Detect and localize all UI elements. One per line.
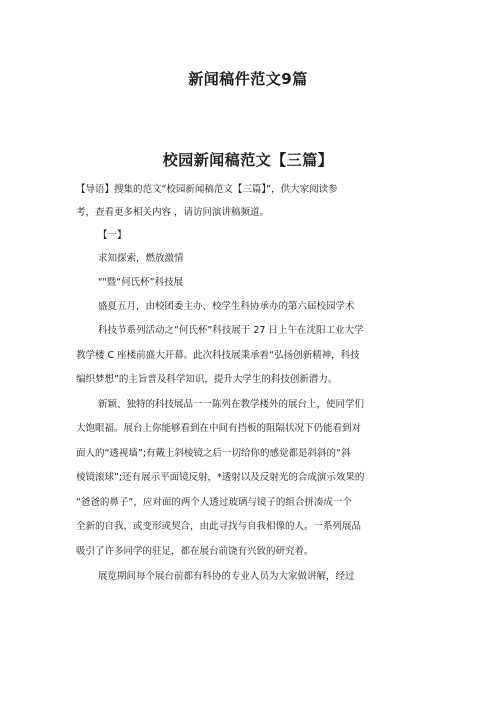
- section-marker: 【一】: [98, 230, 127, 241]
- intro-line-1: 【导语】搜集的范文“校园新闻稿范文【三篇】”，供大家阅读参: [76, 184, 338, 195]
- body-line-8: 棱镜滚球”;还有展示平面镜反射，*透射以及反射光的合成演示效果的: [76, 472, 365, 483]
- body-line-1: 盛夏五月，由校团委主办、校学生科协承办的第六届校园学术: [98, 301, 355, 312]
- body-line-3: 教学楼 C 座楼前盛大开幕。此次科技展秉承着“弘扬创新精神，科技: [76, 350, 360, 361]
- body-line-12: 展览期间每个展台前都有科协的专业人员为大家做讲解，经过: [98, 571, 355, 582]
- body-line-6: 大饱眼福。展台上你能够看到在中间有挡板的阻隔状况下仍能看到对: [76, 423, 362, 434]
- body-line-4: 编织梦想”的主旨普及科学知识，提升大学生的科技创新潜力。: [76, 374, 338, 385]
- body-line-10: 全新的自我，或变形或契合，由此寻找与自我相像的人。一系列展品: [76, 521, 362, 532]
- body-line-2: 科技节系列活动之“何氏杯”科技展于 27 日上午在沈阳工业大学: [98, 325, 364, 336]
- article-title: 校园新闻稿范文【三篇】: [162, 151, 334, 169]
- intro-line-2: 考，查看更多相关内容 ，请访问演讲稿频道。: [76, 207, 270, 218]
- document-title: 新闻稿件范文9篇: [188, 70, 308, 88]
- heading-line-1: 求知探索，燃放激情: [98, 253, 184, 264]
- body-line-7: 面人的“透视墙”;有戴上斜棱镜之后一切给你的感觉都是斜斜的“斜: [76, 448, 351, 459]
- body-line-5: 新颖、独特的科技展品一一陈列在教学楼外的展台上，使同学们: [98, 399, 365, 410]
- body-line-11: 吸引了许多同学的驻足，都在展台前饶有兴致的研究着。: [76, 546, 314, 557]
- body-line-9: “爸爸的鼻子”，应对面的两个人透过玻璃与镜子的组合拼凑成一个: [76, 497, 352, 508]
- heading-line-2: ""暨“何氏杯”科技展: [98, 277, 184, 288]
